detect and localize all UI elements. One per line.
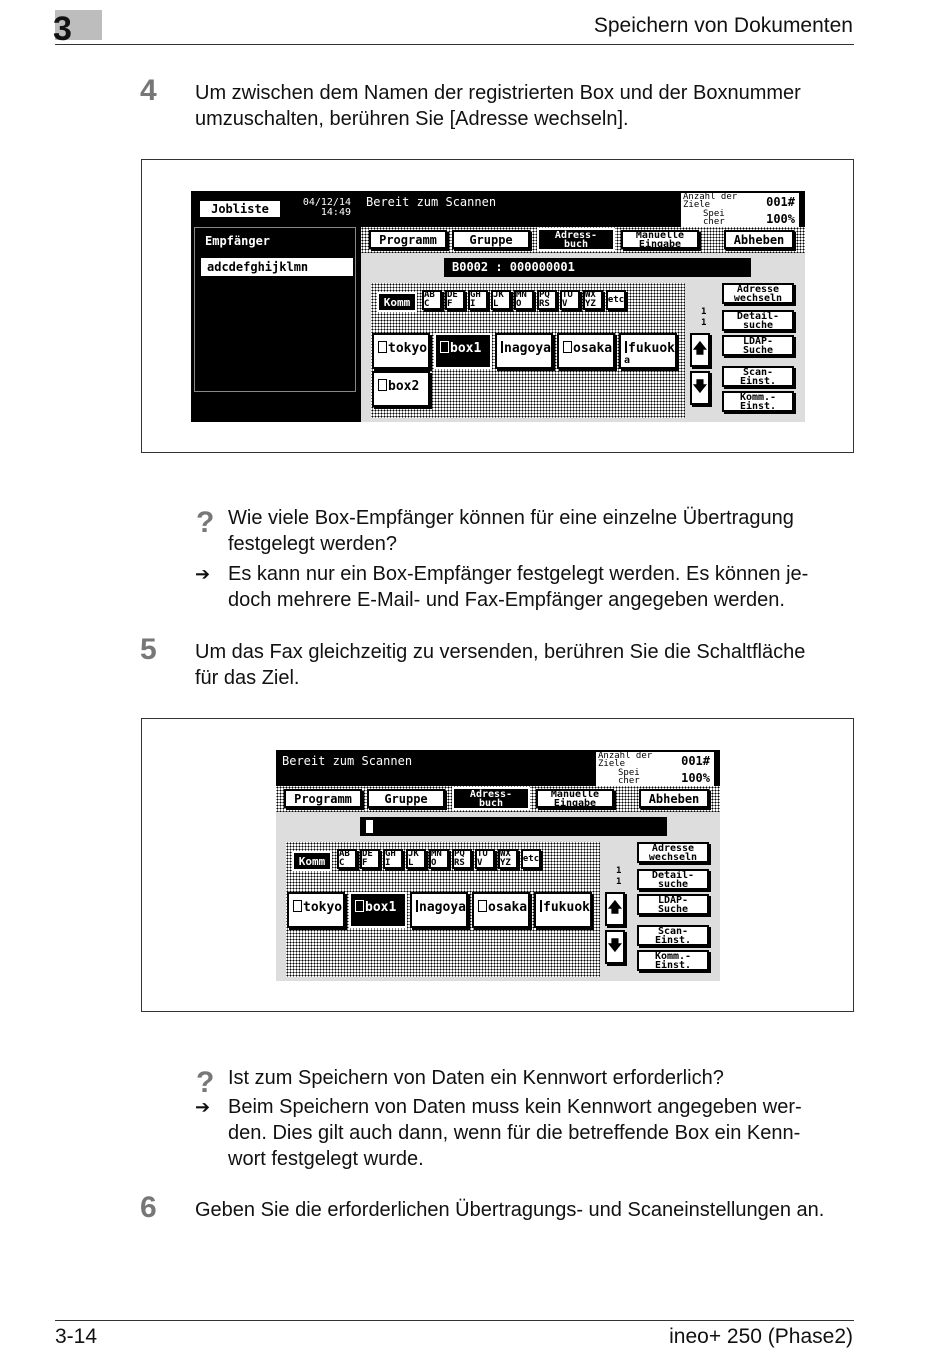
dest-box2[interactable] [372,371,430,407]
answer-line: Beim Speichern von Daten muss kein Kennwort angegeben wer- [228,1096,802,1118]
side-l1: LDAP- [742,335,774,347]
scan-einst-button[interactable] [722,366,794,387]
dest-label: nagoya [419,900,466,915]
question-icon: ? [196,506,215,539]
step-number: 5 [140,633,157,666]
counter-panel [681,193,799,227]
answer-line: wort festgelegt wurde. [228,1148,424,1170]
device-screen [191,191,805,422]
answer-text [228,1094,853,1172]
side-l2: Einst. [739,400,777,412]
index-tuv[interactable]: TU V [475,849,495,869]
dest-tokyo[interactable] [287,892,345,928]
step-number: 6 [140,1191,157,1224]
index-wxyz[interactable]: WX YZ [498,849,518,869]
time-text: 14:49 [320,207,351,218]
tab-manuelle-l1: Manuelle [635,229,685,241]
index-pqrs[interactable]: PQ RS [452,849,472,869]
mem-value: 100% [681,771,710,785]
dest-label: nagoya [504,341,551,356]
mem-label-l1: Spei [618,768,640,778]
index-wxyz[interactable]: WX YZ [583,290,603,310]
side-l1: LDAP- [657,894,689,906]
abheben-button[interactable]: Abheben [639,789,709,808]
index-mno[interactable]: MN O [514,290,534,310]
address-display: B0002 : 000000001 [444,258,751,277]
page-total: 1 [616,877,622,887]
jobliste-button[interactable]: Jobliste [198,199,282,219]
date-text: 04/12/14 [302,197,351,208]
side-l1: Komm.- [654,950,692,962]
box-icon [478,900,487,912]
question-text [228,505,853,557]
step-text [195,639,855,691]
answer-line: den. Dies gilt auch dann, wenn für die betreffende Box ein Kenn- [228,1122,801,1144]
index-abc[interactable]: AB C [337,849,357,869]
page-indicator [701,307,706,317]
datetime [289,198,351,218]
side-l2: suche [742,319,774,331]
tab-adressbuch[interactable] [537,228,615,251]
index-def[interactable]: DE F [445,290,465,310]
page-total: 1 [701,318,707,328]
side-l2: wechseln [733,292,783,304]
detail-suche-button[interactable] [722,310,794,331]
question-text [228,1065,853,1091]
side-l1: Detail- [736,310,780,322]
answer-text [228,561,853,613]
index-komm[interactable]: Komm [292,851,332,871]
dest-label: fukuok [628,341,675,356]
mem-label [618,769,640,785]
tab-manuelle-l1: Manuelle [550,788,600,800]
box-icon [416,900,418,912]
scroll-down-icon[interactable]: 🡇 [605,930,625,964]
chapter-number: 3 [53,10,72,48]
dest-label: tokyo [303,900,343,915]
address-display [360,817,667,836]
dest-tokyo[interactable] [372,333,430,369]
scroll-down-icon[interactable]: 🡇 [690,371,710,405]
side-l1: Adresse [651,842,695,854]
index-etc[interactable]: etc [606,290,626,310]
dest-sublabel: a [624,355,631,366]
scroll-up-icon[interactable]: 🡅 [690,333,710,367]
dest-box1[interactable] [349,892,407,928]
side-l2: suche [657,878,689,890]
dest-osaka[interactable] [557,333,615,369]
scroll-up-icon[interactable]: 🡅 [605,892,625,926]
question-line: Ist zum Speichern von Daten ein Kennwort erforderlich? [228,1067,724,1089]
side-l1: Adresse [736,283,780,295]
mem-label-l2: cher [618,776,640,786]
question-line: Wie viele Box-Empfänger können für eine einzelne Übertragung [228,507,794,529]
question-line: festgelegt werden? [228,533,398,555]
side-l2: Einst. [654,959,692,971]
mem-label-l1: Spei [703,209,725,219]
recipient-entry[interactable]: adcdefghijklmn [201,258,353,276]
side-l2: Suche [657,903,689,915]
index-ghi[interactable]: GH I [383,849,403,869]
index-jkl[interactable]: JK L [491,290,511,310]
box-icon [625,341,627,353]
tab-manuelle-eingabe[interactable] [536,789,614,808]
adresse-wechseln-button[interactable] [722,283,794,304]
count-label-l2: Ziele [683,200,711,210]
tab-gruppe[interactable]: Gruppe [367,789,445,808]
answer-line: Es kann nur ein Box-Empfänger festgelegt werden. Es können je- [228,563,809,585]
dest-label: box2 [388,379,420,394]
dest-label: box1 [365,900,397,915]
step-text [195,80,855,132]
text-cursor [366,820,373,833]
answer-arrow-icon: ➔ [195,564,211,584]
figure-frame [141,159,854,453]
step-line: Um das Fax gleichzeitig zu versenden, berühren Sie die Schaltfläche [195,641,806,663]
side-l2: Einst. [739,375,777,387]
detail-suche-button[interactable] [637,869,709,890]
index-mno[interactable]: MN O [429,849,449,869]
dest-fukuok[interactable] [534,892,592,928]
index-tuv[interactable]: TU V [560,290,580,310]
index-def[interactable]: DE F [360,849,380,869]
tab-manuelle-l2: Eingabe [638,238,682,250]
komm-einst-button[interactable] [637,950,709,971]
tab-adressbuch-l2: buch [563,238,589,250]
dest-osaka[interactable] [472,892,530,928]
box-icon [378,341,387,353]
page-number: 3-14 [55,1325,98,1348]
page-indicator: 1 [616,866,622,876]
box-icon [355,900,364,912]
figure-frame [141,718,854,1012]
step-line: umzuschalten, berühren Sie [Adresse wechseln]. [195,108,629,130]
dest-fukuok[interactable] [619,333,677,369]
dest-nagoya[interactable] [495,333,553,369]
question-icon: ? [196,1066,215,1099]
tab-manuelle-l2: Eingabe [553,797,597,809]
step-text [195,1197,855,1223]
step-line: Geben Sie die erforderlichen Übertragungs- und Scaneinstellungen an. [195,1199,825,1221]
tab-adressbuch[interactable] [452,787,530,810]
box-icon [540,900,542,912]
step-line: Um zwischen dem Namen der registrierten Box und der Boxnummer [195,82,801,104]
index-abc[interactable]: AB C [422,290,442,310]
index-komm[interactable]: Komm [377,292,417,312]
tab-gruppe[interactable]: Gruppe [452,230,530,249]
adresse-wechseln-button[interactable] [637,842,709,863]
step-line: für das Ziel. [195,667,300,689]
dest-box1[interactable] [434,333,492,369]
index-jkl[interactable]: JK L [406,849,426,869]
count-value: 001# [766,195,795,209]
side-l1: Scan- [657,925,689,937]
count-value: 001# [681,754,710,768]
page-current: 1 [701,307,707,317]
device-screen [276,750,720,981]
mem-value: 100% [766,212,795,226]
empfaenger-label: Empfänger [205,234,271,248]
index-ghi[interactable]: GH I [468,290,488,310]
side-l1: Komm.- [739,391,777,403]
header-divider [55,44,854,45]
ldap-suche-button[interactable] [722,335,794,356]
tab-adressbuch-l2: buch [478,797,504,809]
answer-arrow-icon: ➔ [195,1097,211,1117]
answer-line: doch mehrere E-Mail- und Fax-Empfänger angegeben werden. [228,589,785,611]
side-l2: Suche [742,344,774,356]
tab-manuelle-eingabe[interactable] [621,230,699,249]
page-title: Speichern von Dokumenten [593,14,853,37]
mem-label [703,210,725,226]
abheben-button[interactable]: Abheben [724,230,794,249]
side-l2: Einst. [654,934,692,946]
scan-einst-button[interactable] [637,925,709,946]
box-icon [563,341,572,353]
count-label-l2: Ziele [598,759,626,769]
count-label [683,193,737,209]
index-pqrs[interactable]: PQ RS [537,290,557,310]
dest-label: osaka [573,341,613,356]
side-l1: Scan- [742,366,774,378]
counter-panel [596,752,714,786]
box-icon [501,341,503,353]
komm-einst-button[interactable] [722,391,794,412]
dest-label: fukuok [543,900,590,915]
tab-adressbuch-l1: Adress- [554,229,598,241]
count-label-l1: Anzahl der [598,751,653,761]
dest-label: box1 [450,341,482,356]
status-text: Bereit zum Scannen [282,754,413,768]
footer-divider [55,1320,854,1321]
side-l1: Detail- [651,869,695,881]
tab-programm[interactable]: Programm [369,230,447,249]
step-number: 4 [140,74,157,107]
count-label [598,752,652,768]
box-icon [293,900,302,912]
dest-nagoya[interactable] [410,892,468,928]
tab-programm[interactable]: Programm [284,789,362,808]
box-icon [440,341,449,353]
side-l2: wechseln [648,851,698,863]
count-label-l1: Anzahl der [683,192,738,202]
product-name: ineo+ 250 (Phase2) [669,1325,853,1348]
status-text: Bereit zum Scannen [366,195,497,209]
tab-adressbuch-l1: Adress- [469,788,513,800]
dest-label: osaka [488,900,528,915]
index-etc[interactable]: etc [521,849,541,869]
recipient-panel [194,227,356,392]
box-icon [378,379,387,391]
mem-label-l2: cher [703,217,725,227]
ldap-suche-button[interactable] [637,894,709,915]
dest-label: tokyo [388,341,428,356]
